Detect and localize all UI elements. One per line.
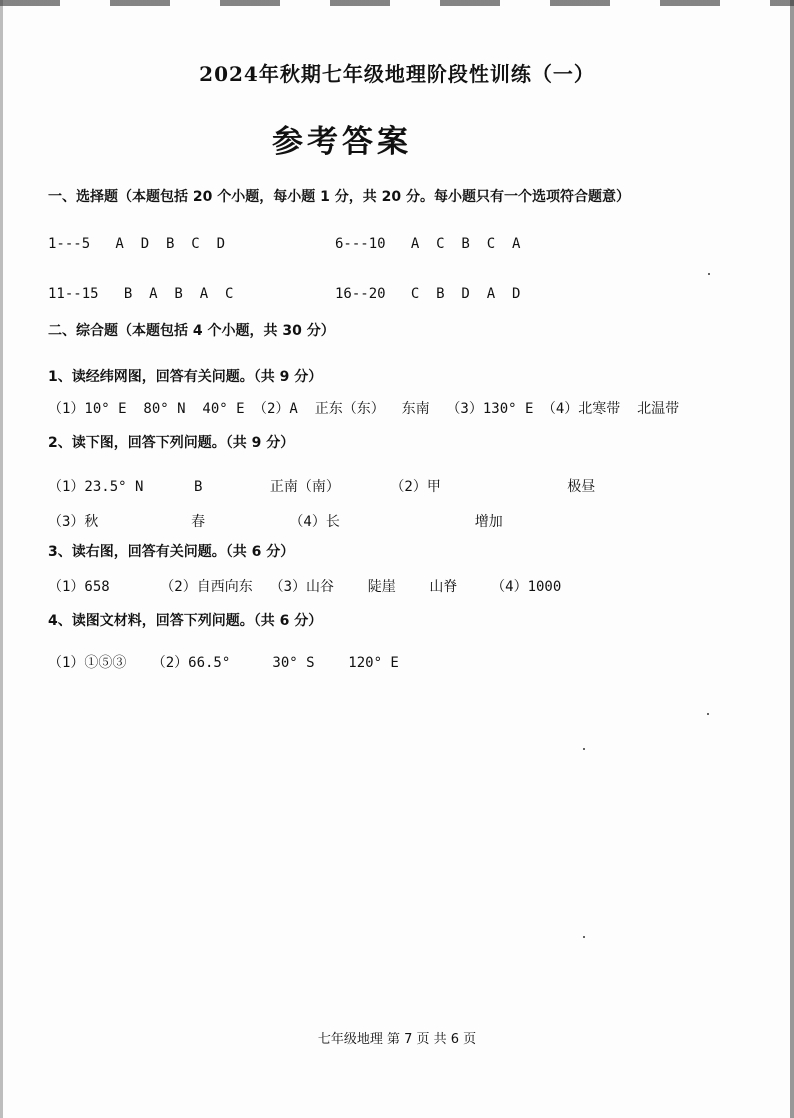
question4-answer: （1）①⑤③ （2）66.5° 30° S 120° E (48, 655, 399, 671)
scan-edge-left (0, 0, 3, 1118)
choice-answers-16-20: 16--20 C B D A D (335, 286, 521, 302)
question2-heading: 2、读下图，回答下列问题。（共 9 分） (48, 435, 295, 451)
section1-heading: 一、选择题（本题包括 20 个小题，每小题 1 分，共 20 分。每小题只有一个选项符合题意） (48, 189, 630, 205)
question3-answer: （1）658 （2）自西向东 （3）山谷 陡崖 山脊 （4）1000 (48, 579, 562, 595)
document-title: 2024年秋期七年级地理阶段性训练（一） (199, 62, 595, 86)
choice-answers-1-5: 1---5 A D B C D (48, 236, 226, 252)
page-footer: 七年级地理 第 7 页 共 6 页 (317, 1032, 477, 1047)
scan-speck (707, 713, 709, 715)
scan-speck (583, 936, 585, 938)
scan-edge-top (0, 0, 794, 6)
choice-answers-11-15: 11--15 B A B A C (48, 286, 234, 302)
scan-speck (708, 273, 710, 275)
question2-answer-line1: （1）23.5° N B 正南（南） （2）甲 极昼 (48, 479, 596, 495)
document-subtitle: 参考答案 (272, 124, 412, 160)
question1-heading: 1、读经纬网图，回答有关问题。（共 9 分） (48, 369, 323, 385)
question1-answer: （1）10° E 80° N 40° E （2）A 正东（东） 东南 （3）130° E （4）北寒带 北温带 (48, 401, 680, 417)
choice-answers-6-10: 6---10 A C B C A (335, 236, 521, 252)
section2-heading: 二、综合题（本题包括 4 个小题，共 30 分） (48, 323, 335, 339)
question3-heading: 3、读右图，回答有关问题。（共 6 分） (48, 544, 295, 560)
question2-answer-line2: （3）秋 春 （4）长 增加 (48, 514, 503, 530)
scan-edge-right (790, 0, 794, 1118)
scan-speck (583, 748, 585, 750)
question4-heading: 4、读图文材料，回答下列问题。（共 6 分） (48, 613, 323, 629)
